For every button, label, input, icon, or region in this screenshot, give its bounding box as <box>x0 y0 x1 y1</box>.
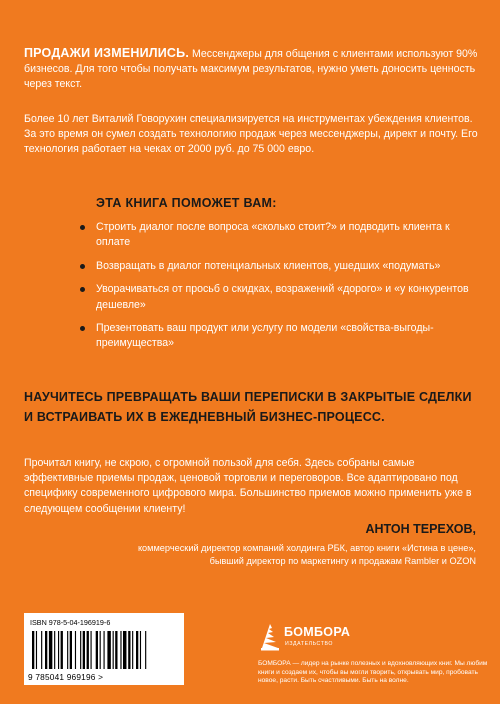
benefit-text: Строить диалог после вопроса «сколько стоит?» и подводить клиента к оплате <box>96 221 450 249</box>
bullet-icon <box>80 326 85 331</box>
intro-paragraph <box>24 46 478 93</box>
benefits-heading: ЭТА КНИГА ПОМОЖЕТ ВАМ: <box>96 196 277 210</box>
endorser-name: АНТОН ТЕРЕХОВ, <box>365 522 476 536</box>
publisher-subtitle: ИЗДАТЕЛЬСТВО <box>285 641 334 647</box>
intro-lead: ПРОДАЖИ ИЗМЕНИЛИСЬ. <box>24 46 190 60</box>
bullet-icon <box>80 225 85 230</box>
barcode <box>24 613 184 685</box>
barcode-number: 9 785041 969196 > <box>28 672 104 682</box>
intro-text: Мессенджеры для общения с клиентами используют 90% бизнесов. Для того чтобы получать максимум результатов, нужно уметь доносить ценность через текст. <box>24 48 478 91</box>
isbn-label: ISBN 978-5-04-196919-6 <box>30 618 111 627</box>
publisher-name: БОМБОРА <box>284 625 351 639</box>
callout-statement: НАУЧИТЕСЬ ПРЕВРАЩАТЬ ВАШИ ПЕРЕПИСКИ В ЗАКРЫТЫЕ СДЕЛКИ И ВСТРАИВАТЬ ИХ В ЕЖЕДНЕВНЫЙ БИЗНЕС-ПРОЦЕСС. <box>24 390 472 424</box>
benefit-text: Презентовать ваш продукт или услугу по модели «свойства-выгоды-преимущества» <box>96 322 434 350</box>
bullet-icon <box>80 264 85 269</box>
benefit-text: Возвращать в диалог потенциальных клиентов, ушедших «подумать» <box>96 259 441 272</box>
benefit-item <box>80 321 480 351</box>
benefit-item <box>80 259 480 274</box>
endorsement-quote: Прочитал книгу, не скрою, с огромной пользой для себя. Здесь собраны самые эффективные приемы продаж, ценовой торговли и переговоров. Все адаптировано под специфику современного цифрового мира. Большинство приемов можно применить уже в следующем сообщении клиенту! <box>24 457 472 515</box>
endorser-desc-line: коммерческий директор компаний холдинга РБК, автор книги «Истина в цене», <box>137 543 476 553</box>
publisher-logo-icon <box>258 622 282 652</box>
endorser-desc-line: бывший директор по маркетингу и продажам Rambler и OZON <box>209 556 476 567</box>
bullet-icon <box>80 287 85 292</box>
barcode-bars-icon <box>32 631 176 669</box>
author-about-paragraph: Более 10 лет Виталий Говорухин специализируется на инструментах убеждения клиентов. За это время он сумел создать технологию продаж через мессенджеры, директ и почту. Его технология работает на чеках от 2000 руб. до 75 000 евро. <box>24 113 478 156</box>
benefit-item <box>80 220 480 250</box>
benefits-list <box>80 220 480 360</box>
benefit-text: Уворачиваться от просьб о скидках, возражений «дорого» и «у конкурентов дешевле» <box>96 283 469 311</box>
benefit-item <box>80 282 480 312</box>
endorser-description <box>56 542 476 568</box>
publisher-tagline: БОМБОРА — лидер на рынке полезных и вдохновляющих книг. Мы любим книги и создаем их, чтобы вы могли творить, открывать мир, пробовать новое, расти. Быть счастливыми. Быть на волне. <box>258 660 488 685</box>
